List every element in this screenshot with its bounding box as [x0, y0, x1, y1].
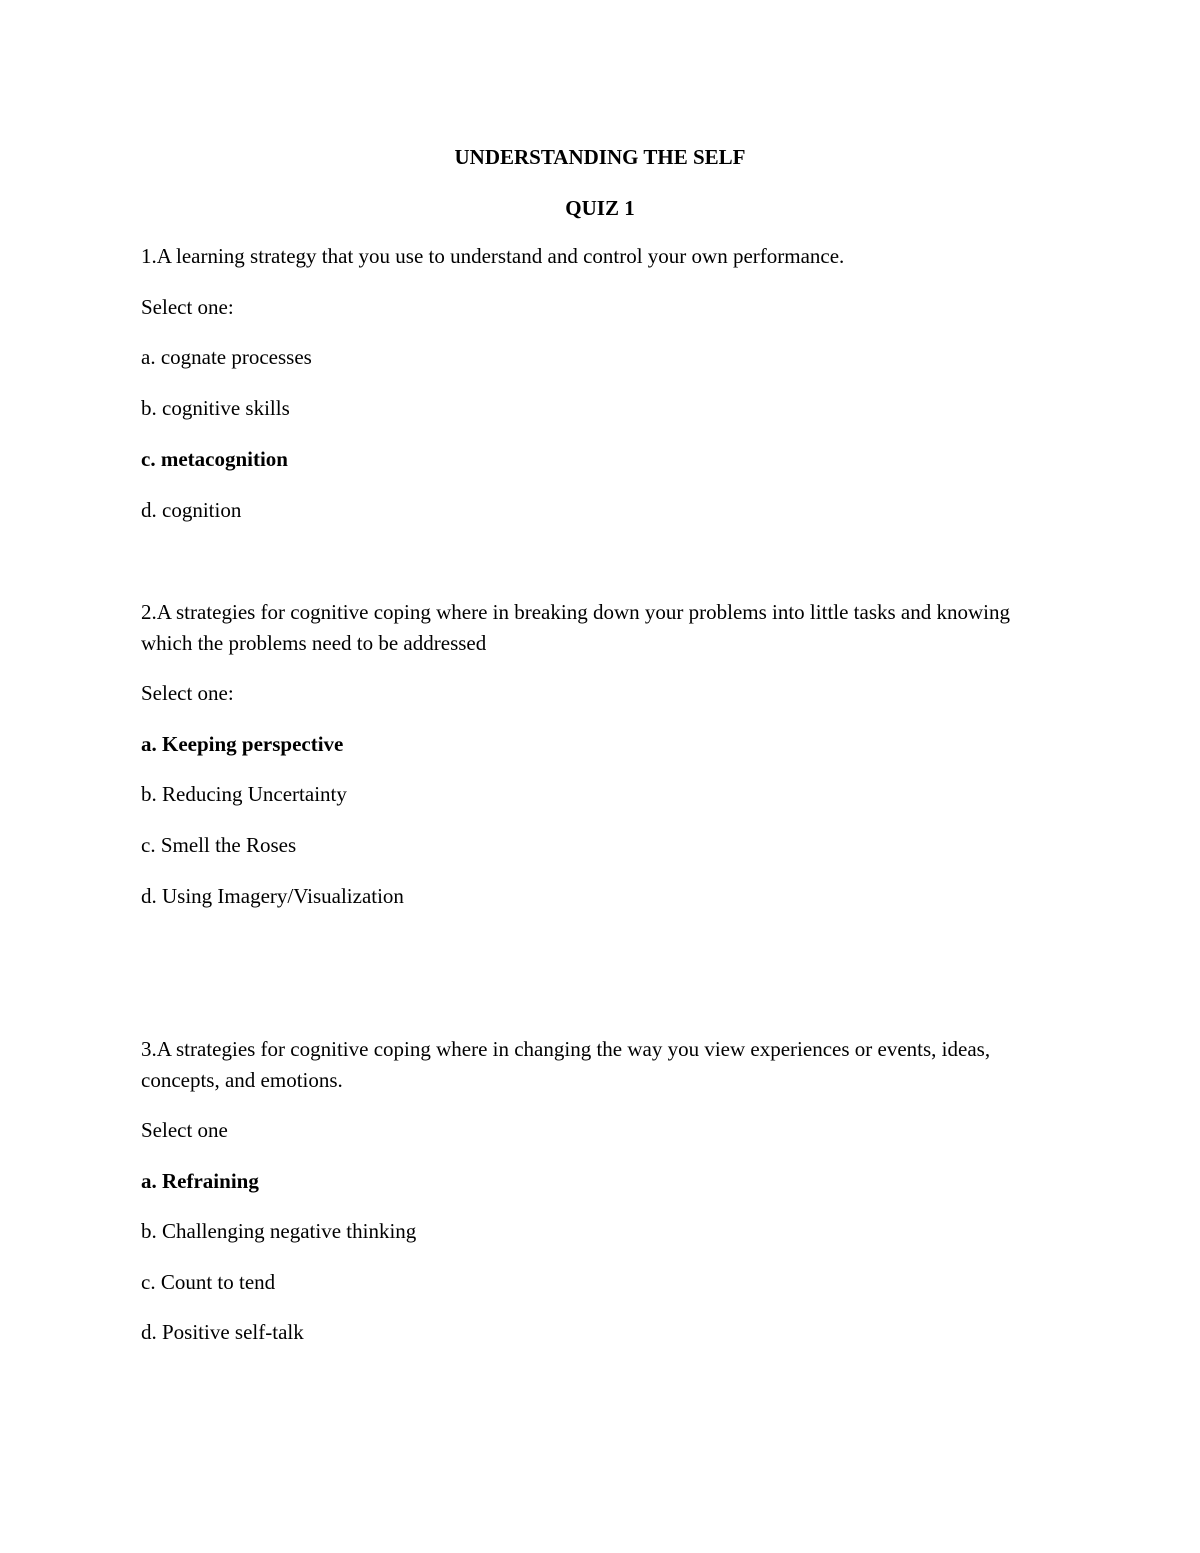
answer-option: b. cognitive skills [141, 396, 290, 420]
question-prompt: 3.A strategies for cognitive coping where in changing the way you view experiences or events, ideas, concepts, and emotions. [141, 1037, 991, 1092]
answer-option: d. cognition [141, 498, 242, 522]
answer-option: b. Challenging negative thinking [141, 1219, 417, 1243]
selected-answer-option: a. Refraining [141, 1169, 259, 1193]
question-prompt: 2.A strategies for cognitive coping where in breaking down your problems into little tasks and knowing which the problems need to be addressed [141, 600, 1010, 655]
answer-option: c. Count to tend [141, 1270, 276, 1294]
question-instruction: Select one [141, 1118, 228, 1142]
question-instruction: Select one: [141, 295, 234, 319]
answer-option: b. Reducing Uncertainty [141, 782, 347, 806]
question-instruction: Select one: [141, 681, 234, 705]
document-subtitle: QUIZ 1 [565, 196, 635, 220]
answer-option: a. cognate processes [141, 345, 312, 369]
answer-option: d. Positive self-talk [141, 1320, 304, 1344]
selected-answer-option: a. Keeping perspective [141, 732, 344, 756]
answer-option: d. Using Imagery/Visualization [141, 884, 404, 908]
selected-answer-option: c. metacognition [141, 447, 288, 471]
document-title: UNDERSTANDING THE SELF [454, 145, 746, 169]
question-prompt: 1.A learning strategy that you use to understand and control your own performance. [141, 244, 845, 268]
answer-option: c. Smell the Roses [141, 833, 297, 857]
